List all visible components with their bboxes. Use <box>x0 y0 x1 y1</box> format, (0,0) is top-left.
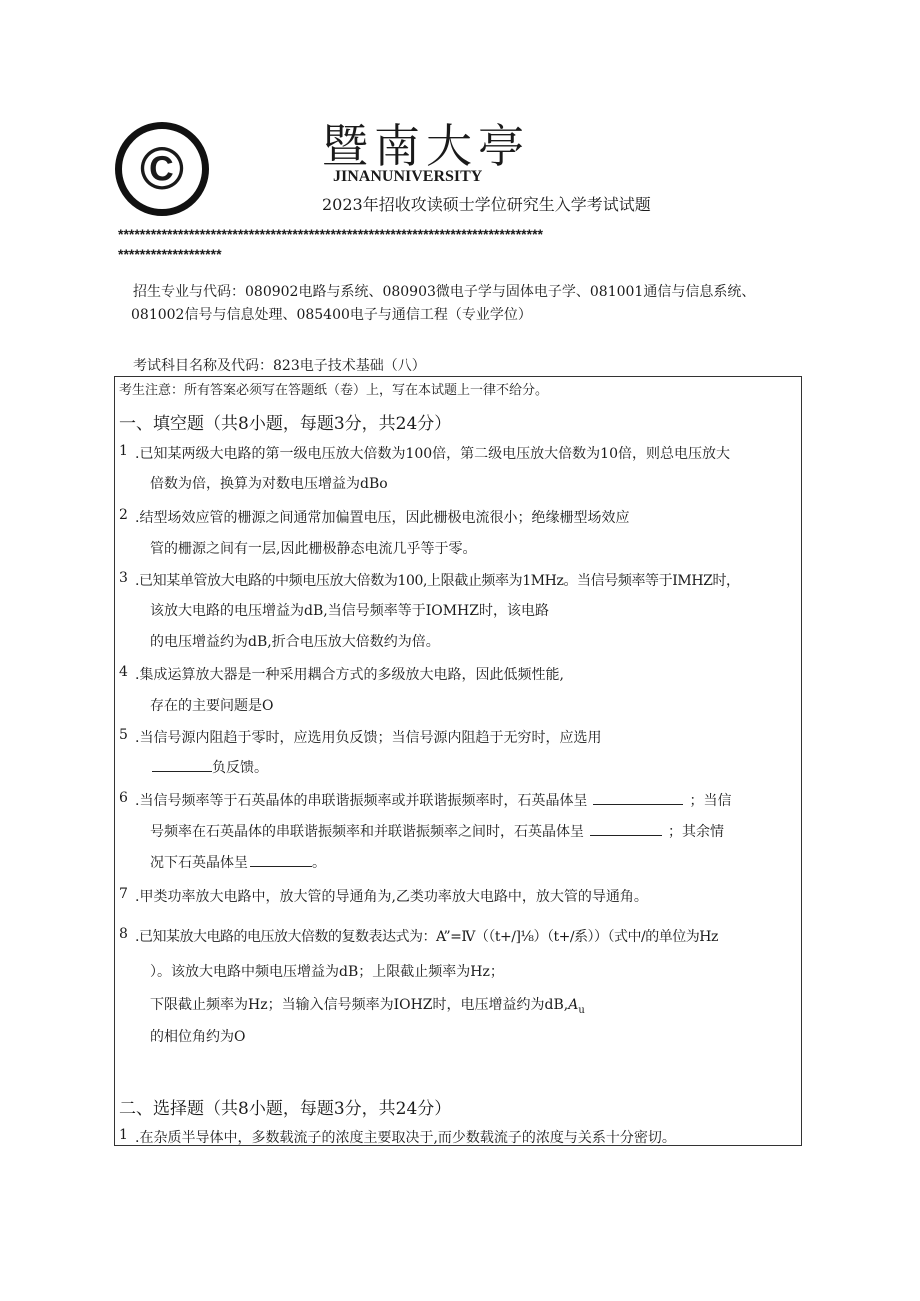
question-text: 下限截止频率为Hz；当输入信号频率为IOHZ时，电压增益约为$dB,A_u$ <box>150 997 585 1016</box>
exam-notice: 考生注意：所有答案必须写在答题纸（卷）上，写在本试题上一律不给分。 <box>119 383 549 398</box>
question-number: 4 <box>119 664 128 680</box>
separator-stars-line-2: ******************* <box>118 246 222 262</box>
section-2-title: 二、选择题（共8小题，每题3分，共24分） <box>119 1099 452 1119</box>
question-text: .甲类功率放大电路中，放大管的导通角为,乙类功率放大电路中，放大管的导通角。 <box>135 889 648 905</box>
question-text: .结型场效应管的栅源之间通常加偏置电压，因此栅极电流很小；绝缘栅型场效应 <box>135 510 630 526</box>
section-1-title: 一、填空题（共8小题，每题3分，共24分） <box>119 414 452 434</box>
question-number: 8 <box>119 926 128 942</box>
university-name: 暨南大亭 <box>322 119 530 173</box>
majors-line-2: 081002信号与信息处理、085400电子与通信工程（专业学位） <box>131 307 532 323</box>
exam-title: 2023年招收攻读硕士学位研究生入学考试试题 <box>322 195 651 214</box>
university-logo <box>115 122 209 216</box>
separator-stars-line-1: ****************************************************************************** <box>118 226 543 242</box>
question-number: 1 <box>119 1127 128 1143</box>
question-text: ）。该放大电路中频电压增益为dB；上限截止频率为Hz； <box>150 964 504 980</box>
question-text: 该放大电路的电压增益为dB,当信号频率等于IOMHZ时，该电路 <box>150 603 549 619</box>
answer-blank <box>593 792 683 805</box>
question-number: 3 <box>119 570 128 586</box>
question-number: 1 <box>119 443 128 459</box>
question-text: .在杂质半导体中，多数载流子的浓度主要取决于,而少数载流子的浓度与关系十分密切。 <box>135 1130 676 1146</box>
question-number: 5 <box>119 727 128 743</box>
question-text: 倍数为倍，换算为对数电压增益为dBo <box>150 476 388 492</box>
question-text: 的相位角约为O <box>150 1029 246 1045</box>
question-text: 号频率在石英晶体的串联谐振频率和并联谐振频率之间时，石英晶体呈 ；其余情 <box>150 824 724 840</box>
question-text: 的电压增益约为dB,折合电压放大倍数约为倍。 <box>150 634 440 650</box>
question-number: 6 <box>119 790 128 806</box>
answer-blank <box>152 759 212 772</box>
question-text: 负反馈。 <box>152 757 268 777</box>
question-text: .当信号频率等于石英晶体的串联谐振频率或并联谐振频率时，石英晶体呈 ；当信 <box>135 793 732 809</box>
answer-blank <box>250 854 312 867</box>
question-text: .已知某两级大电路的第一级电压放大倍数为100倍，第二级电压放大倍数为10倍，则总电压放大 <box>135 446 730 462</box>
question-number: 2 <box>119 507 128 523</box>
majors-line-1: 招生专业与代码：080902电路与系统、080903微电子学与固体电子学、081001通信与信息系统、 <box>133 284 756 300</box>
university-english-name: JINANUNIVERSITY <box>333 168 483 185</box>
exam-subject: 考试科目名称及代码：823电子技术基础（八） <box>133 358 426 374</box>
logo-copyright-glyph: © <box>139 135 185 202</box>
question-text: 存在的主要问题是O <box>150 698 274 714</box>
question-text: .已知某单管放大电路的中频电压放大倍数为100,上限截止频率为1MHz。当信号频率等于IMHZ时， <box>135 573 740 589</box>
question-text: 管的栅源之间有一层,因此栅极静态电流几乎等于零。 <box>150 541 477 557</box>
question-number: 7 <box>119 886 128 902</box>
question-text: .集成运算放大器是一种采用耦合方式的多级放大电路，因此低频性能, <box>135 667 564 683</box>
question-text: .已知某放大电路的电压放大倍数的复数表达式为：A”=Ⅳ（（t+∕]⅛）（t+∕系））（式中/的单位为Hz <box>135 929 718 945</box>
question-text: 况下石英晶体呈 。 <box>150 855 326 871</box>
answer-blank <box>590 823 662 836</box>
question-text: .当信号源内阻趋于零时，应选用负反馈；当信号源内阻趋于无穷时，应选用 <box>135 730 602 746</box>
